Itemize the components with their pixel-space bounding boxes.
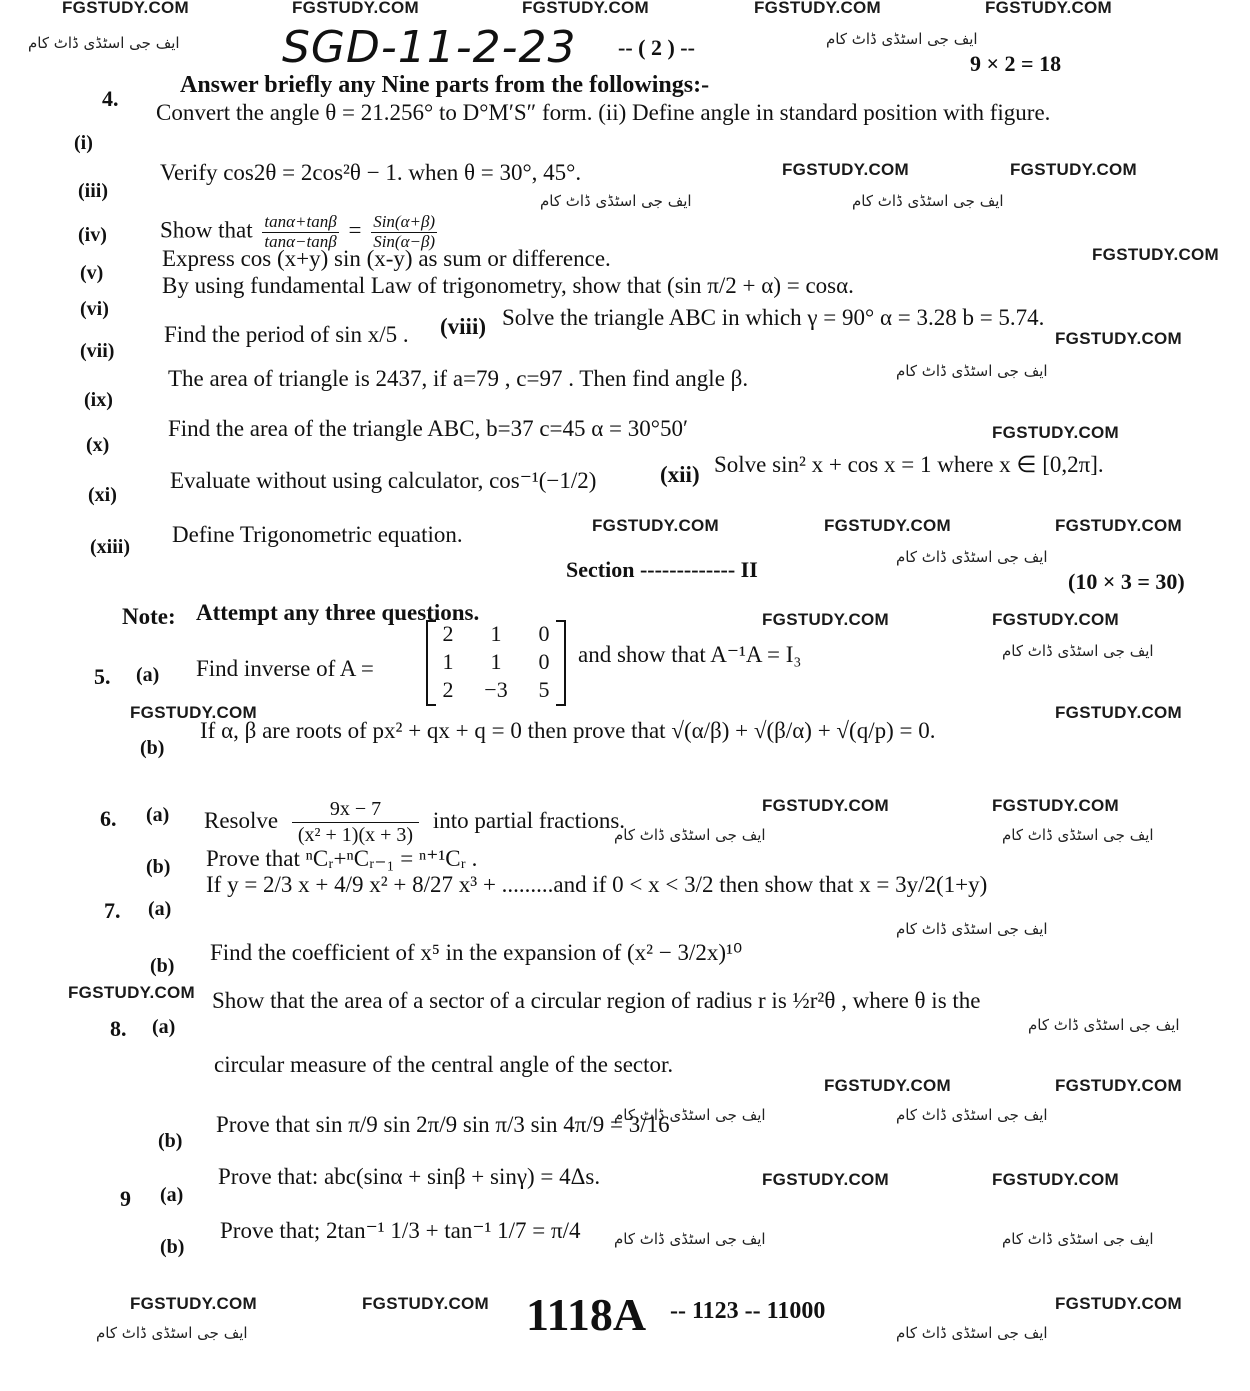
urdu-watermark: ایف جی اسٹڈی ڈاٹ کام [852,192,1004,210]
watermark-text: FGSTUDY.COM [985,0,1113,17]
watermark-text: FGSTUDY.COM [1055,516,1183,535]
matrix-cell: 1 [490,649,502,674]
marks-q4: 9 × 2 = 18 [970,51,1062,76]
section1-instruction: Answer briefly any Nine parts from the followings:- [180,72,710,98]
bracket-corner [556,620,564,622]
part-label: (x) [86,434,110,456]
part-xii-text: Solve sin² x + cos x = 1 where x ∈ [0,2π]. [714,452,1104,477]
part-label: (b) [158,1130,183,1152]
q5a-text: Find inverse of A = [196,656,374,681]
paper-series: -- 1123 -- 11000 [670,1298,826,1324]
watermark-text: FGSTUDY.COM [1055,329,1183,348]
part-label: (viii) [440,314,486,339]
part-label: (a) [136,664,160,686]
part-xiii-text: Define Trigonometric equation. [172,522,463,547]
matrix-cell: 0 [538,649,550,674]
urdu-watermark: ایف جی اسٹڈی ڈاٹ کام [1002,1230,1154,1248]
watermark-text: FGSTUDY.COM [292,0,420,17]
urdu-watermark: ایف جی اسٹڈی ڈاٹ کام [1002,826,1154,844]
question-number: 5. [94,664,111,689]
part-xi-text: Evaluate without using calculator, cos⁻¹(−1/2) [170,468,597,493]
part-label: (a) [160,1184,184,1206]
q5a-tail: and show that A⁻¹A = I₃ [578,642,802,667]
part-label: (v) [80,262,104,284]
q8b-text: Prove that sin π/9 sin 2π/9 sin π/3 sin 4π/9 = 3/16 [216,1112,670,1137]
q6b-text: Prove that ⁿCᵣ+ⁿCᵣ₋₁ = ⁿ⁺¹Cᵣ . [206,846,478,871]
matrix-cell: 2 [442,677,454,702]
q6a-text [204,797,625,848]
urdu-watermark: ایف جی اسٹڈی ڈاٹ کام [896,548,1048,566]
matrix-cell: 2 [442,621,454,646]
urdu-watermark: ایف جی اسٹڈی ڈاٹ کام [96,1324,248,1342]
part-label: (vi) [80,298,109,320]
part-label: (xiii) [90,536,130,558]
matrix-a [426,620,566,706]
bracket-corner [428,620,436,622]
part-ix-text: The area of triangle is 2437, if a=79 , c=97 . Then find angle β. [168,366,749,391]
fraction [292,797,419,848]
part-label: (a) [148,898,172,920]
watermark-text: FGSTUDY.COM [62,0,190,17]
urdu-watermark: ایف جی اسٹڈی ڈاٹ کام [1002,642,1154,660]
bracket-corner [556,704,564,706]
watermark-text: FGSTUDY.COM [1010,160,1138,179]
watermark-text: FGSTUDY.COM [1055,1076,1183,1095]
fraction-numerator: Sin(α+β) [373,212,436,231]
watermark-text: FGSTUDY.COM [1055,703,1183,722]
part-label: (b) [150,955,175,977]
q6a-lead: Resolve [204,807,279,833]
page-number: -- ( 2 ) -- [618,35,695,60]
section2-title: Section ------------- II [566,557,758,582]
watermark-text: FGSTUDY.COM [130,1294,258,1313]
urdu-watermark: ایف جی اسٹڈی ڈاٹ کام [1028,1016,1180,1034]
part-label: (xi) [88,484,117,506]
matrix-grid [428,620,564,704]
watermark-text: FGSTUDY.COM [522,0,650,17]
part-label: (b) [160,1236,185,1258]
part-label: (i) [74,132,93,154]
watermark-text: FGSTUDY.COM [992,423,1120,442]
question-number: 6. [100,806,117,831]
q9a-text: Prove that: abc(sinα + sinβ + sinγ) = 4Δs. [218,1164,601,1189]
question-number: 8. [110,1016,127,1041]
q5b-text: If α, β are roots of px² + qx + q = 0 then prove that √(α/β) + √(β/α) + √(q/p) = 0. [200,718,936,743]
part-vi-text: By using fundamental Law of trigonometry, show that (sin π/2 + α) = cosα. [162,273,854,298]
matrix-cell: 1 [490,621,502,646]
urdu-watermark: ایف جی اسٹڈی ڈاٹ کام [614,1106,766,1124]
q8a-text-continued: circular measure of the central angle of the sector. [214,1052,674,1077]
paper-code: 1118A [526,1289,647,1340]
part-i-text: Convert the angle θ = 21.256° to D°M′S″ form. (ii) Define angle in standard position with figure. [156,100,1051,125]
watermark-text: FGSTUDY.COM [1092,245,1220,264]
part-x-text: Find the area of the triangle ABC, b=37 c=45 α = 30°50′ [168,416,688,441]
watermark-text: FGSTUDY.COM [592,516,720,535]
q7a-text: If y = 2/3 x + 4/9 x² + 8/27 x³ + .........and if 0 < x < 3/2 then show that x = 3y/2(1+y) [206,872,988,897]
fraction-numerator: 9x − 7 [292,797,419,823]
urdu-watermark: ایف جی اسٹڈی ڈاٹ کام [826,30,978,48]
part-label: (b) [146,856,171,878]
watermark-text: FGSTUDY.COM [130,703,258,722]
part-label: (iii) [78,180,108,202]
watermark-text: FGSTUDY.COM [1055,1294,1183,1313]
fraction-denominator: Sin(α−β) [373,231,436,251]
matrix-cell: 0 [538,621,550,646]
question-number: 7. [104,898,121,923]
section2-marks: (10 × 3 = 30) [1068,569,1185,594]
part-v-text: Express cos (x+y) sin (x-y) as sum or difference. [162,246,611,271]
watermark-text: FGSTUDY.COM [824,1076,952,1095]
urdu-watermark: ایف جی اسٹڈی ڈاٹ کام [540,192,692,210]
watermark-text: FGSTUDY.COM [762,610,890,629]
urdu-watermark: ایف جی اسٹڈی ڈاٹ کام [614,826,766,844]
handwritten-code: SGD-11-2-23 [282,22,577,73]
urdu-watermark: ایف جی اسٹڈی ڈاٹ کام [896,362,1048,380]
equals-sign: = [348,217,362,243]
note-text: Attempt any three questions. [196,600,480,625]
urdu-watermark: ایف جی اسٹڈی ڈاٹ کام [896,1324,1048,1342]
q7b-text: Find the coefficient of x⁵ in the expansion of (x² − 3/2x)¹⁰ [210,940,743,965]
fraction-numerator: tanα+tanβ [264,212,337,231]
part-label: (a) [152,1016,176,1038]
watermark-text: FGSTUDY.COM [754,0,882,17]
fraction-denominator: (x² + 1)(x + 3) [297,824,414,846]
part-label: (b) [140,737,165,759]
part-label: (ix) [84,389,113,411]
matrix-cell: 1 [442,649,454,674]
part-label: (xii) [660,462,700,487]
part-viii-text: Solve the triangle ABC in which γ = 90° α = 3.28 b = 5.74. [502,305,1045,330]
watermark-text: FGSTUDY.COM [362,1294,490,1313]
watermark-text: FGSTUDY.COM [824,516,952,535]
bracket-corner [428,704,436,706]
question-number: 4. [102,86,119,111]
watermark-text: FGSTUDY.COM [762,1170,890,1189]
watermark-text: FGSTUDY.COM [68,983,196,1002]
watermark-text: FGSTUDY.COM [992,610,1120,629]
urdu-watermark: ایف جی اسٹڈی ڈاٹ کام [614,1230,766,1248]
matrix-cell: −3 [484,677,508,702]
q6a-tail: into partial fractions. [432,807,626,833]
part-label: (a) [146,804,170,826]
fraction-denominator: tanα−tanβ [264,231,337,251]
watermark-text: FGSTUDY.COM [782,160,910,179]
part-label: (vii) [80,340,115,362]
urdu-watermark: ایف جی اسٹڈی ڈاٹ کام [28,34,180,52]
watermark-text: FGSTUDY.COM [762,796,890,815]
q9b-text: Prove that; 2tan⁻¹ 1/3 + tan⁻¹ 1/7 = π/4 [220,1218,581,1243]
part-label: (iv) [78,224,107,246]
watermark-text: FGSTUDY.COM [992,796,1120,815]
part-iii-text: Verify cos2θ = 2cos²θ − 1. when θ = 30°, 45°. [160,160,582,185]
part-vii-text: Find the period of sin x/5 . [164,322,409,347]
urdu-watermark: ایف جی اسٹڈی ڈاٹ کام [896,920,1048,938]
urdu-watermark: ایف جی اسٹڈی ڈاٹ کام [896,1106,1048,1124]
note-label: Note: [122,604,176,629]
question-number: 9 [120,1186,131,1211]
q8a-text: Show that the area of a sector of a circular region of radius r is ½r²θ , where θ is the [212,988,981,1013]
matrix-cell: 5 [538,677,550,702]
watermark-text: FGSTUDY.COM [992,1170,1120,1189]
part-iv-lead: Show that [160,217,253,243]
